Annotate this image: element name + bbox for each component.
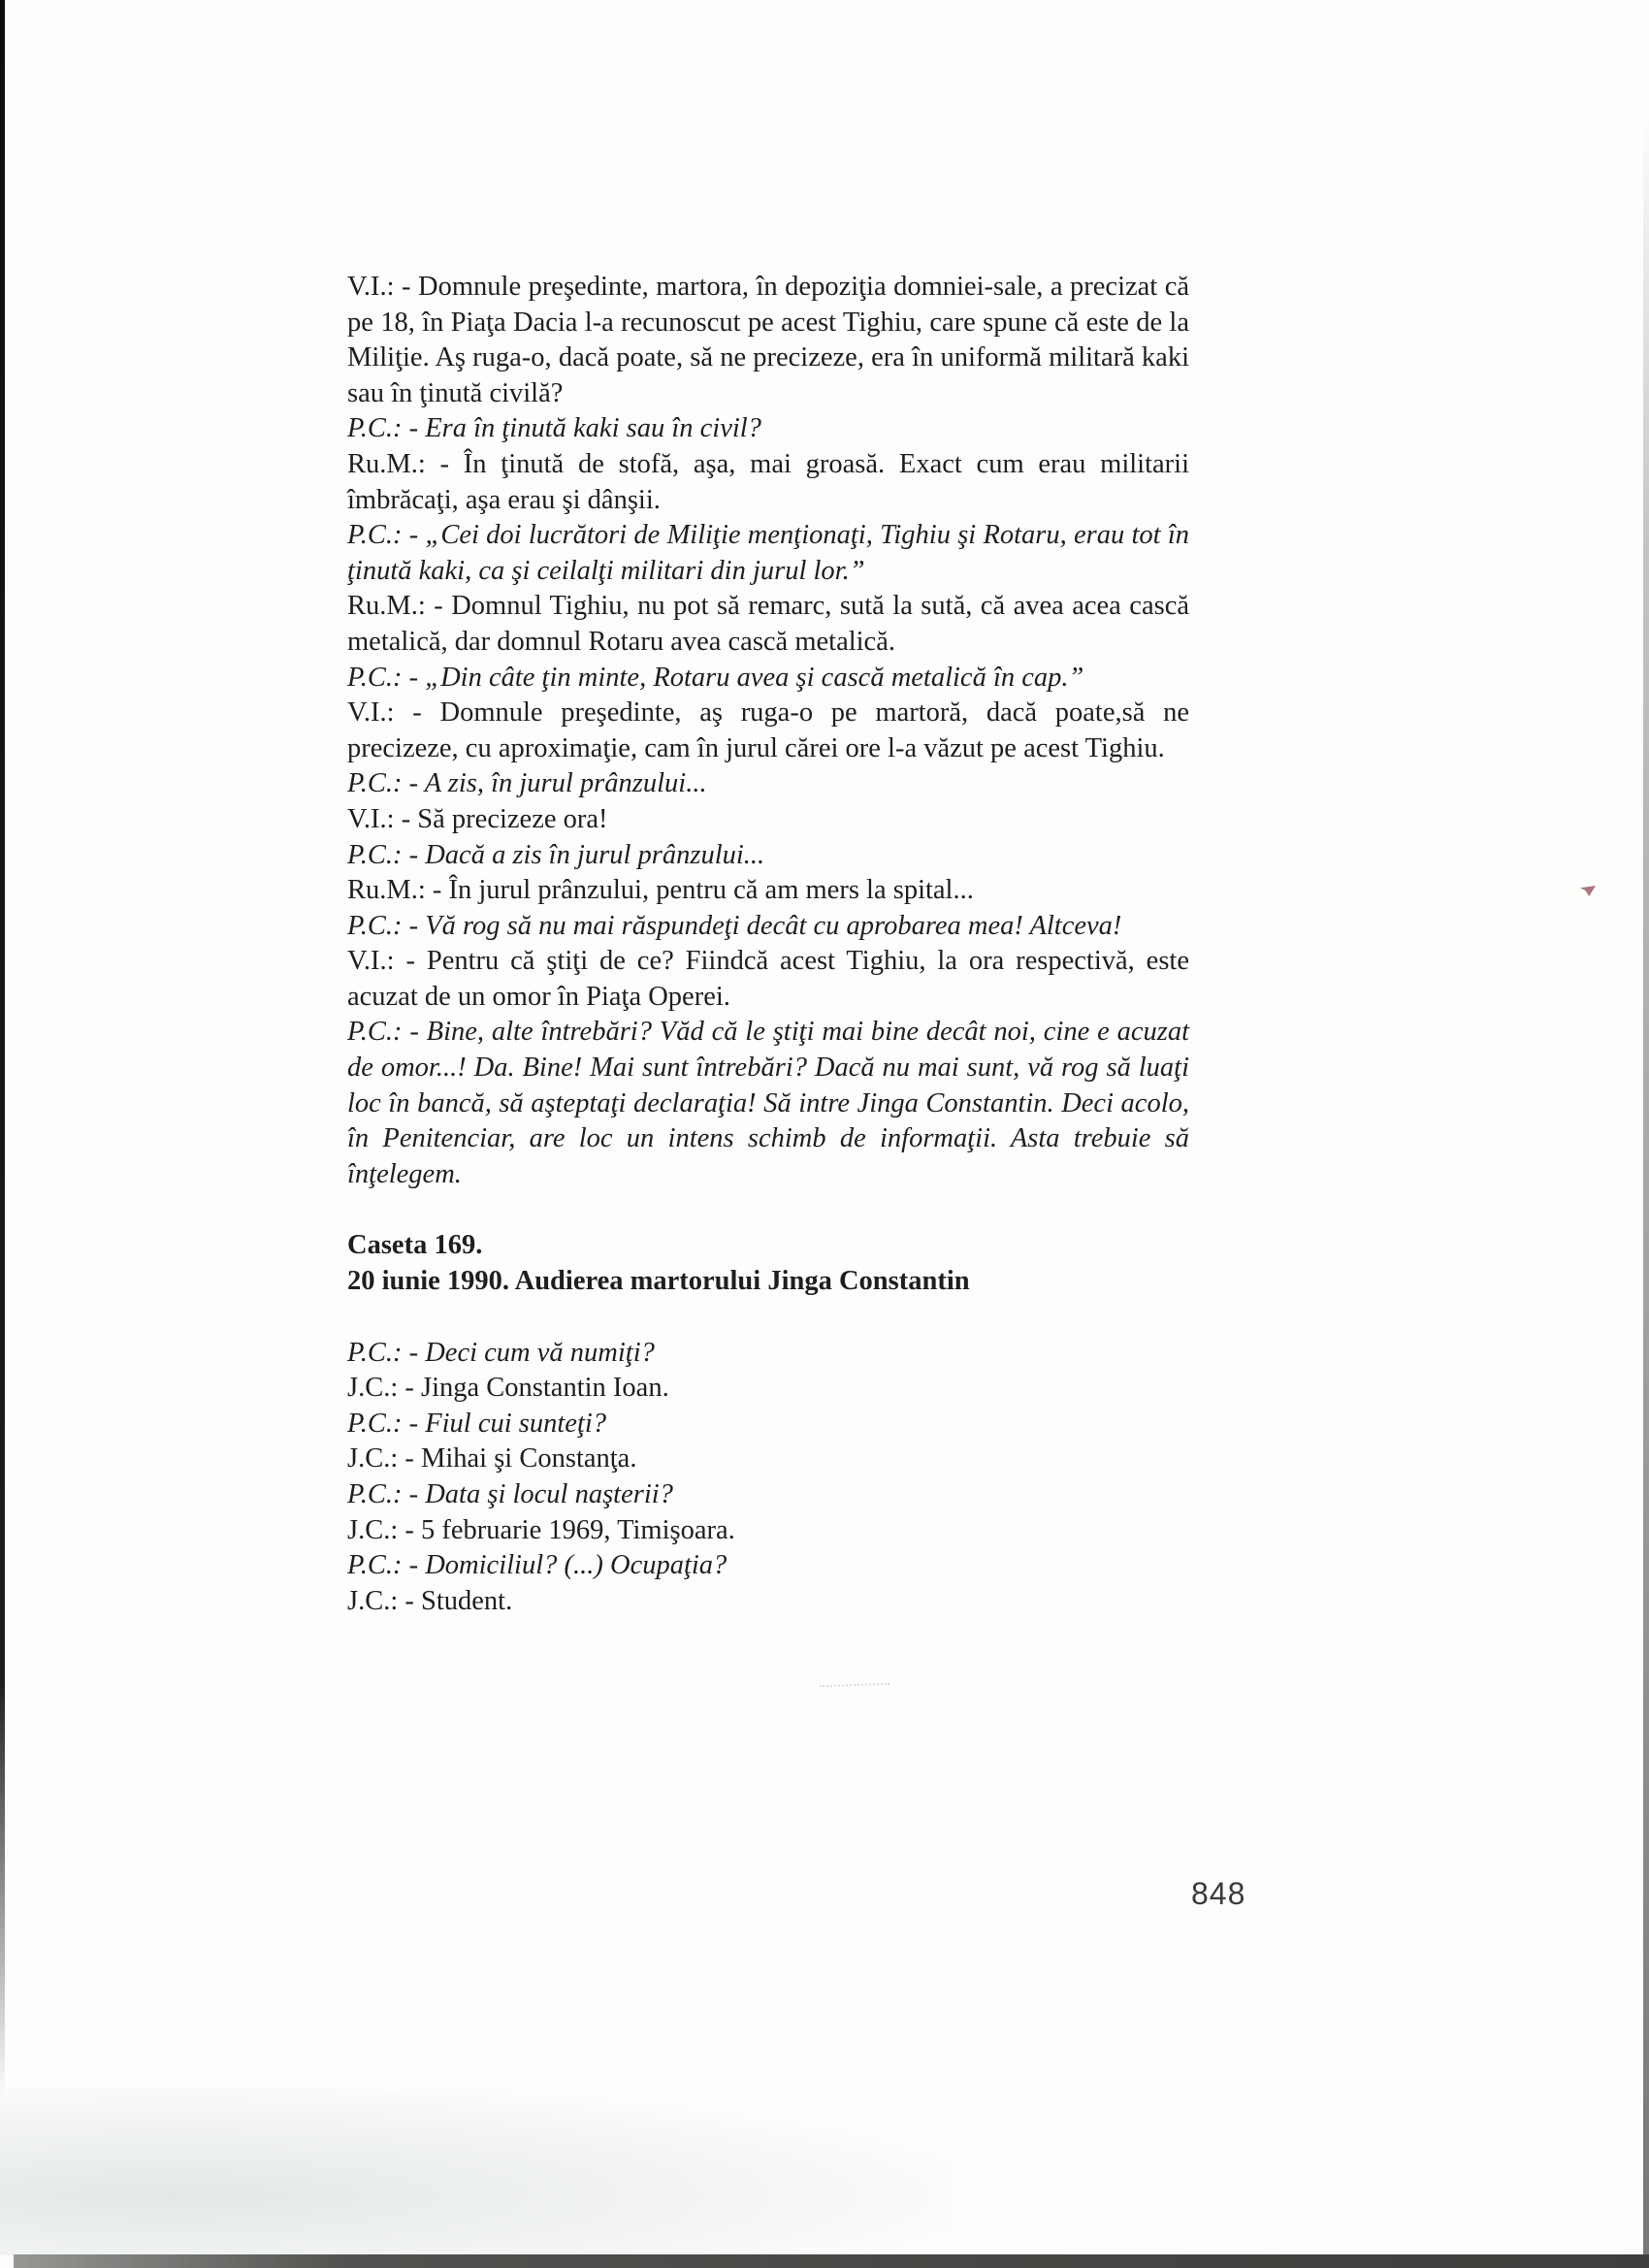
- scan-red-speck-artifact: [1580, 886, 1596, 896]
- interrogation-line: J.C.: - Mihai şi Constanţa.: [347, 1443, 637, 1474]
- scan-bottom-smudge: [0, 2086, 951, 2255]
- transcript-paragraph: P.C.: - Era în ţinută kaki sau în civil?: [347, 413, 761, 444]
- interrogation-line: J.C.: - 5 februarie 1969, Timişoara.: [347, 1514, 735, 1545]
- transcript-paragraph: P.C.: - Vă rog să nu mai răspundeţi decât cu aprobarea mea! Altceva!: [347, 910, 1122, 941]
- caseta-number: Caseta 169.: [347, 1230, 483, 1261]
- interrogation-block: [347, 1336, 1189, 1620]
- dialogue-block: [347, 270, 1189, 1192]
- transcript-paragraph: Ru.M.: - Domnul Tighiu, nu pot să remarc, sută la sută, că avea acea cască metalică, dar domnul Rotaru avea cască metalică.: [347, 591, 1189, 657]
- scan-bottom-band: [14, 2254, 1649, 2268]
- transcript-paragraph: Ru.M.: - În ţinută de stofă, aşa, mai groasă. Exact cum erau militarii îmbrăcaţi, aşa erau şi dânşii.: [347, 448, 1189, 515]
- scan-faint-pencil-mark: [820, 1683, 889, 1688]
- scan-left-edge-line: [0, 0, 5, 2097]
- interrogation-line: P.C.: - Data şi locul naşterii?: [347, 1479, 673, 1509]
- interrogation-line: P.C.: - Fiul cui sunteţi?: [347, 1408, 607, 1439]
- page-number: 848: [1191, 1876, 1246, 1911]
- interrogation-line: P.C.: - Deci cum vă numiţi?: [347, 1337, 655, 1368]
- transcript-paragraph: V.I.: - Domnule preşedinte, aş ruga-o pe martoră, dacă poate,să ne precizeze, cu aproximaţie, cam în jurul cărei ore l-a văzut pe acest Tighiu.: [347, 697, 1189, 763]
- transcript-paragraph: P.C.: - A zis, în jurul prânzului...: [347, 768, 707, 799]
- transcript-paragraph: P.C.: - Dacă a zis în jurul prânzului...: [347, 839, 765, 870]
- transcript-paragraph: V.I.: - Domnule preşedinte, martora, în depoziţia domniei-sale, a precizat că pe 18, în Piaţa Dacia l-a recunoscut pe acest Tighiu, care spune că este de la Miliţie. Aş ruga-o, dacă poate, să ne precizeze, era în uniformă militară kaki sau în ţinută civilă?: [347, 272, 1189, 408]
- transcript-paragraph: V.I.: - Să precizeze ora!: [347, 803, 608, 834]
- section-heading: [347, 1228, 1189, 1299]
- interrogation-line: J.C.: - Student.: [347, 1585, 513, 1616]
- scan-right-edge-line: [1643, 116, 1649, 2268]
- transcript-text-block: [347, 270, 1189, 1619]
- transcript-paragraph: P.C.: - „Cei doi lucrători de Miliţie menţionaţi, Tighiu şi Rotaru, erau tot în ţinută kaki, ca şi ceilalţi militari din jurul lor.”: [347, 520, 1189, 586]
- transcript-paragraph: P.C.: - Bine, alte întrebări? Văd că le ştiţi mai bine decât noi, cine e acuzat de omor...! Da. Bine! Mai sunt întrebări? Dacă nu mai sunt, vă rog să luaţi loc în bancă, să aşteptaţi declaraţia! Să intre Jinga Constantin. Deci acolo, în Penitenciar, are loc un intens schimb de informaţii. Asta trebuie să înţelegem.: [347, 1017, 1189, 1189]
- transcript-paragraph: V.I.: - Pentru că ştiţi de ce? Fiindcă acest Tighiu, la ora respectivă, este acuzat de un omor în Piaţa Operei.: [347, 946, 1189, 1012]
- session-title: 20 iunie 1990. Audierea martorului Jinga Constantin: [347, 1266, 970, 1297]
- interrogation-line: J.C.: - Jinga Constantin Ioan.: [347, 1373, 669, 1404]
- transcript-paragraph: Ru.M.: - În jurul prânzului, pentru că am mers la spital...: [347, 875, 974, 906]
- interrogation-line: P.C.: - Domiciliul? (...) Ocupaţia?: [347, 1550, 728, 1581]
- transcript-paragraph: P.C.: - „Din câte ţin minte, Rotaru avea şi cască metalică în cap.”: [347, 662, 1084, 693]
